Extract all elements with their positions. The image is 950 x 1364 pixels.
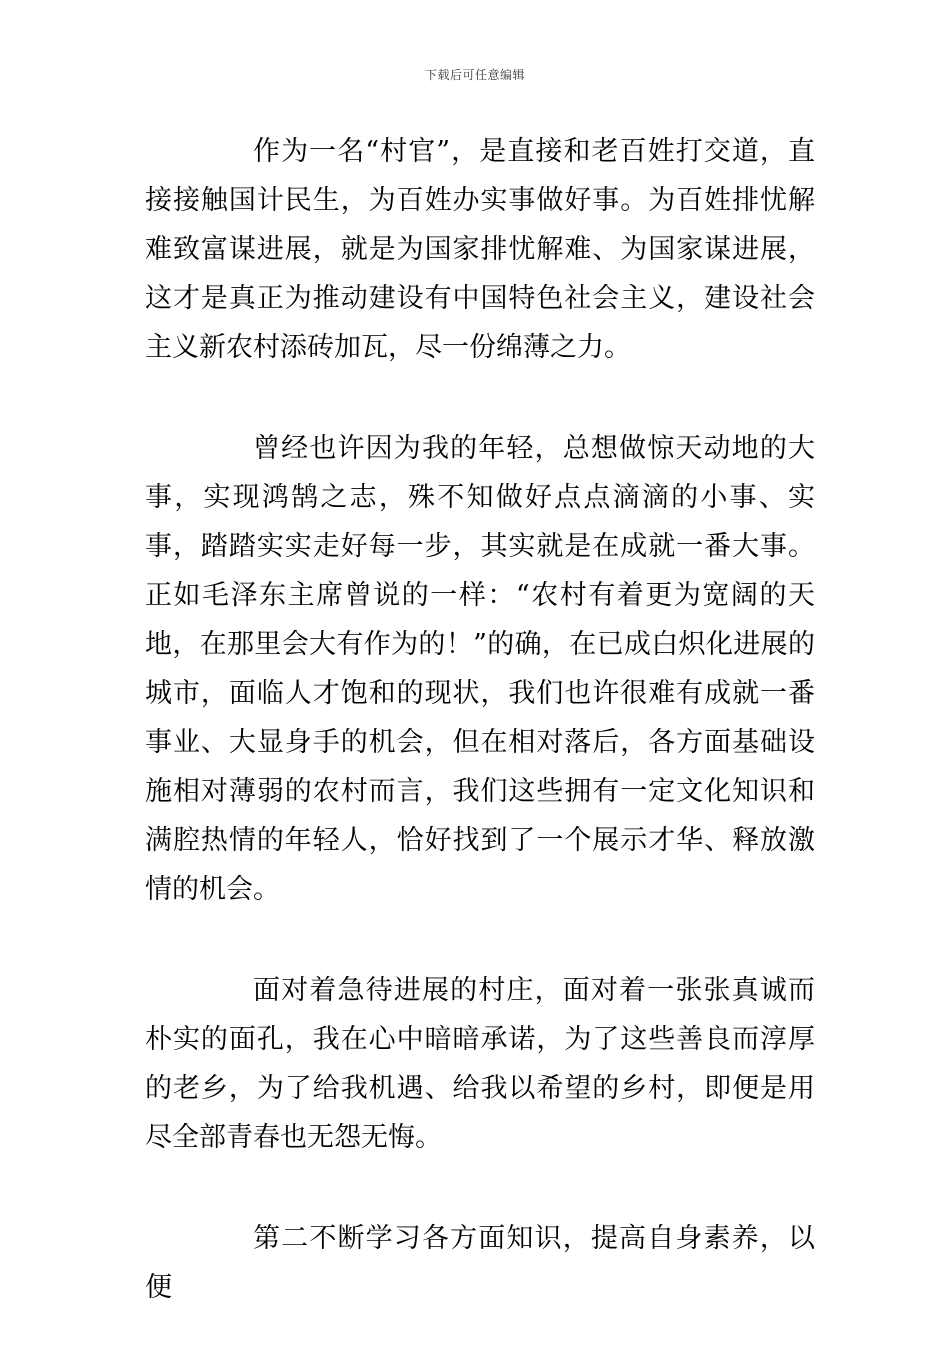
paragraph-3: 面对着急待进展的村庄，面对着一张张真诚而朴实的面孔，我在心中暗暗承诺，为了这些善良而淳厚的老乡，为了给我机遇、给我以希望的乡村，即便是用尽全部青春也无怨无悔。 (145, 975, 815, 1153)
header-note: 下载后可任意编辑 (424, 68, 525, 82)
paragraph-1: 作为一名“村官”，是直接和老百姓打交道，直接接触国计民生，为百姓办实事做好事。为百姓排忧解难致富谋进展，就是为国家排忧解难、为国家谋进展，这才是真正为推动建设有中国特色社会主义，建设社会主义新农村添砖加瓦，尽一份绵薄之力。 (145, 136, 815, 363)
paragraph-4: 第二不断学习各方面知识，提高自身素养，以便 (145, 1223, 815, 1303)
paragraph-2: 曾经也许因为我的年轻，总想做惊天动地的大事，实现鸿鹄之志，殊不知做好点点滴滴的小事、实事，踏踏实实走好每一步，其实就是在成就一番大事。正如毛泽东主席曾说的一样：“农村有着更为宽阔的天地，在那里会大有作为的！”的确，在已成白炽化进展的城市，面临人才饱和的现状，我们也许很难有成就一番事业、大显身手的机会，但在相对落后，各方面基础设施相对薄弱的农村而言，我们这些拥有一定文化知识和满腔热情的年轻人，恰好找到了一个展示才华、释放激情的机会。 (145, 433, 815, 905)
document-body (145, 127, 815, 1364)
